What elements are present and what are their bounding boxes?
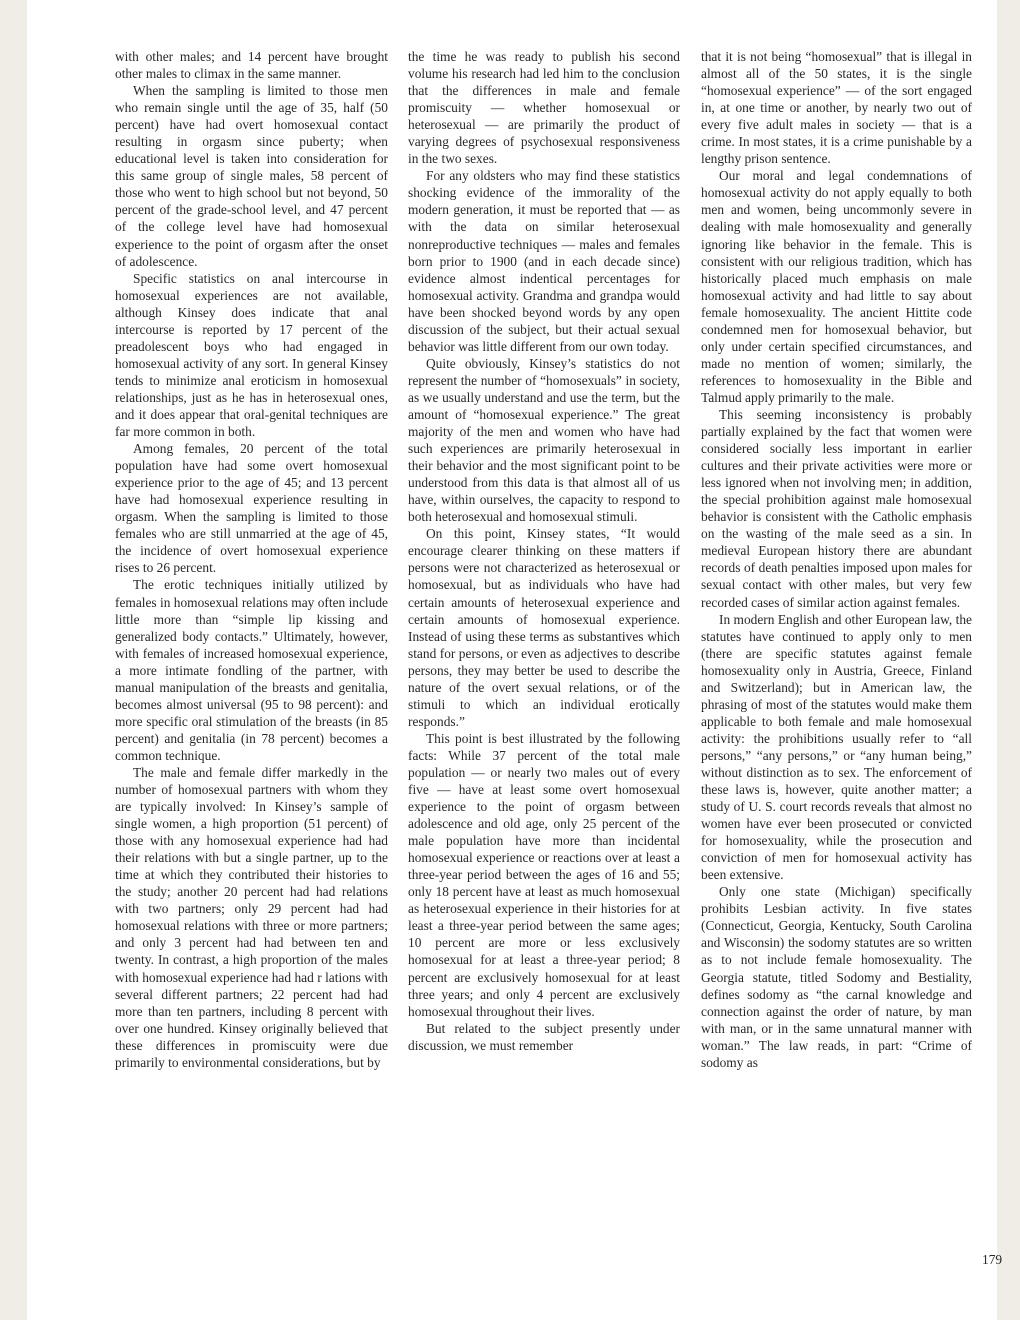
text-column-right (701, 48, 972, 1288)
paragraph: On this point, Kinsey states, “It would encourage clearer thinking on these matters if persons were not characterized as heterosexual or homosexual, but as individuals who have had certain amounts of heterosexual experience and certain amounts of homosexual experience. Instead of using these terms as substantives which stand for persons, or even as adjectives to describe persons, they may better be used to describe the nature of the overt sexual relations, or of the stimuli to which an individual erotically responds.” (408, 526, 680, 729)
paragraph: The erotic techniques initially utilized by females in homosexual relations may often include little more than “simple lip kissing and generalized body contacts.” Ultimately, however, with females of increased homosexual experience, a more intimate fondling of the partner, with manual manipulation of the breasts and genitalia, becomes almost universal (95 to 98 percent): and more specific oral stimulation of the breasts (in 85 percent) and genitalia (in 78 percent) becomes a common technique. (115, 577, 388, 763)
page-number: 179 (982, 1252, 1003, 1267)
paragraph: Only one state (Michigan) specifically prohibits Lesbian activity. In five states (Connecticut, Georgia, Kentucky, South Carolina and Wisconsin) the sodomy statutes are so written as to not include female homosexuality. The Georgia statute, titled Sodomy and Bestiality, defines sodomy as “the carnal knowledge and connection against the order of nature, by man with man, or in the same unnatural manner with woman.” The law reads, in part: “Crime of sodomy as (701, 884, 972, 1070)
paragraph: When the sampling is limited to those men who remain single until the age of 35, half (50 percent) have had overt homosexual contact resulting in orgasm since puberty; when educational level is taken into consideration for this same group of single males, 58 percent of those who went to high school but not beyond, 50 percent of the grade-school level, and 47 percent of the college level have had homosexual experience to the point of orgasm after the onset of adolescence. (115, 83, 388, 269)
paragraph: In modern English and other European law, the statutes have continued to apply only to men (there are specific statutes against female homosexuality only in Austria, Greece, Finland and Switzerland); but in American law, the phrasing of most of the statutes would make them applicable to both female and male homosexual activity: the prohibitions usually refer to “all persons,” “any persons,” or “any human being,” without distinction as to sex. The enforcement of these laws is, however, quite another matter; a study of U. S. court records reveals that almost no women have ever been prosecuted or convicted for homosexuality, while the prosecution and conviction of men for homosexual activity has been extensive. (701, 611, 972, 883)
text-column-middle (408, 48, 680, 1288)
paragraph: Quite obviously, Kinsey’s statistics do not represent the number of “homosexuals” in society, as we usually understand and use the term, but the amount of “homosexual experience.” The great majority of the men and women who have had such experiences are primarily heterosexual in their behavior and the most significant point to be understood from this data is that almost all of us have, within ourselves, the capacity to respond to both heterosexual and homosexual stimuli. (408, 355, 680, 525)
paragraph: The male and female differ markedly in the number of homosexual partners with whom they are typically involved: In Kinsey’s sample of single women, a high proportion (51 percent) of those with any homosexual experience had had their relations with but a single partner, up to the time at which they contributed their histories to the study; another 20 percent had had relations with two partners; only 29 percent had had homosexual relations with three or more partners; and only 3 percent had had between ten and twenty. In contrast, a high proportion of the males with homosexual experience had had r lations with several different partners; 22 percent had had more than ten partners, including 8 percent with over one hundred. Kinsey originally believed that these differences in promiscuity were due primarily to environmental considerations, but by (115, 764, 388, 1070)
paragraph: Among females, 20 percent of the total population have had some overt homosexual experience prior to the age of 45; and 13 percent have had homosexual experience resulting in orgasm. When the sampling is limited to those females who are still unmarried at the age of 45, the incidence of overt homosexual experience rises to 26 percent. (115, 441, 388, 576)
paragraph: Our moral and legal condemnations of homosexual activity do not apply equally to both men and women, being uncommonly severe in dealing with male homosexuality and generally ignoring like behavior in the female. This is consistent with our religious tradition, which has historically placed much emphasis on male homosexual activity and had little to say about female homosexuality. The ancient Hittite code condemned men for homosexual behavior, but only under certain specified circumstances, and made no mention of women; similarly, the references to homosexuality in the Bible and Talmud apply primarily to the male. (701, 168, 972, 405)
paragraph: But related to the subject presently under discussion, we must remember (408, 1020, 680, 1053)
paragraph: This seeming inconsistency is probably partially explained by the fact that women were considered socially less important in earlier cultures and their private activities were more or less ignored when not involving men; in addition, the special prohibition against male homosexual behavior is consistent with the Catholic emphasis on the wasting of the male seed as a sin. In medieval European history there are abundant records of death penalties imposed upon males for sexual contact with other males, but very few recorded cases of similar action against females. (701, 406, 972, 610)
paragraph: with other males; and 14 percent have brought other males to climax in the same manner. (115, 49, 388, 82)
paragraph: For any oldsters who may find these statistics shocking evidence of the immorality of the modern generation, it must be reported that — as with the data on similar heterosexual nonreproductive techniques — males and females born prior to 1900 (and in each decade since) evidence almost indentical percentages for homosexual activity. Grandma and grandpa would have been shocked beyond words by any open discussion of the subject, but their actual sexual behavior was little different from our own today. (408, 168, 680, 354)
paragraph: This point is best illustrated by the following facts: While 37 percent of the total male population — or nearly two males out of every five — have at least some overt homosexual experience to the point of orgasm between adolescence and old age, only 25 percent of the male population have more than incidental homosexual experience or reactions over at least a three-year period between the ages of 16 and 55; only 18 percent have at least as much homosexual as heterosexual experience in their histories for at least a three-year period between the same ages; 10 percent are more or less exclusively homosexual for at least a three-year period; 8 percent are exclusively homosexual for at least three years; and only 4 percent are exclusively homosexual throughout their lives. (408, 730, 680, 1019)
paragraph: the time he was ready to publish his second volume his research had led him to the conclusion that the differences in male and female promiscuity — whether homosexual or heterosexual — are primarily the product of varying degrees of psychosexual responsiveness in the two sexes. (408, 49, 680, 167)
magazine-page (27, 0, 1003, 1320)
paragraph: Specific statistics on anal intercourse in homosexual experiences are not available, although Kinsey does indicate that anal intercourse is reported by 17 percent of the preadolescent boys who had engaged in homosexual activity of any sort. In general Kinsey tends to minimize anal eroticism in homosexual relationships, just as he has in heterosexual ones, and it does appear that oral-genital techniques are far more common in both. (115, 270, 388, 440)
text-column-left (115, 48, 388, 1288)
paragraph: that it is not being “homosexual” that is illegal in almost all of the 50 states, it is the single “homosexual experience” — of the sort engaged in, at one time or another, by nearly two out of every five adult males in society — that is a crime. In most states, it is a crime punishable by a lengthy prison sentence. (701, 49, 972, 167)
